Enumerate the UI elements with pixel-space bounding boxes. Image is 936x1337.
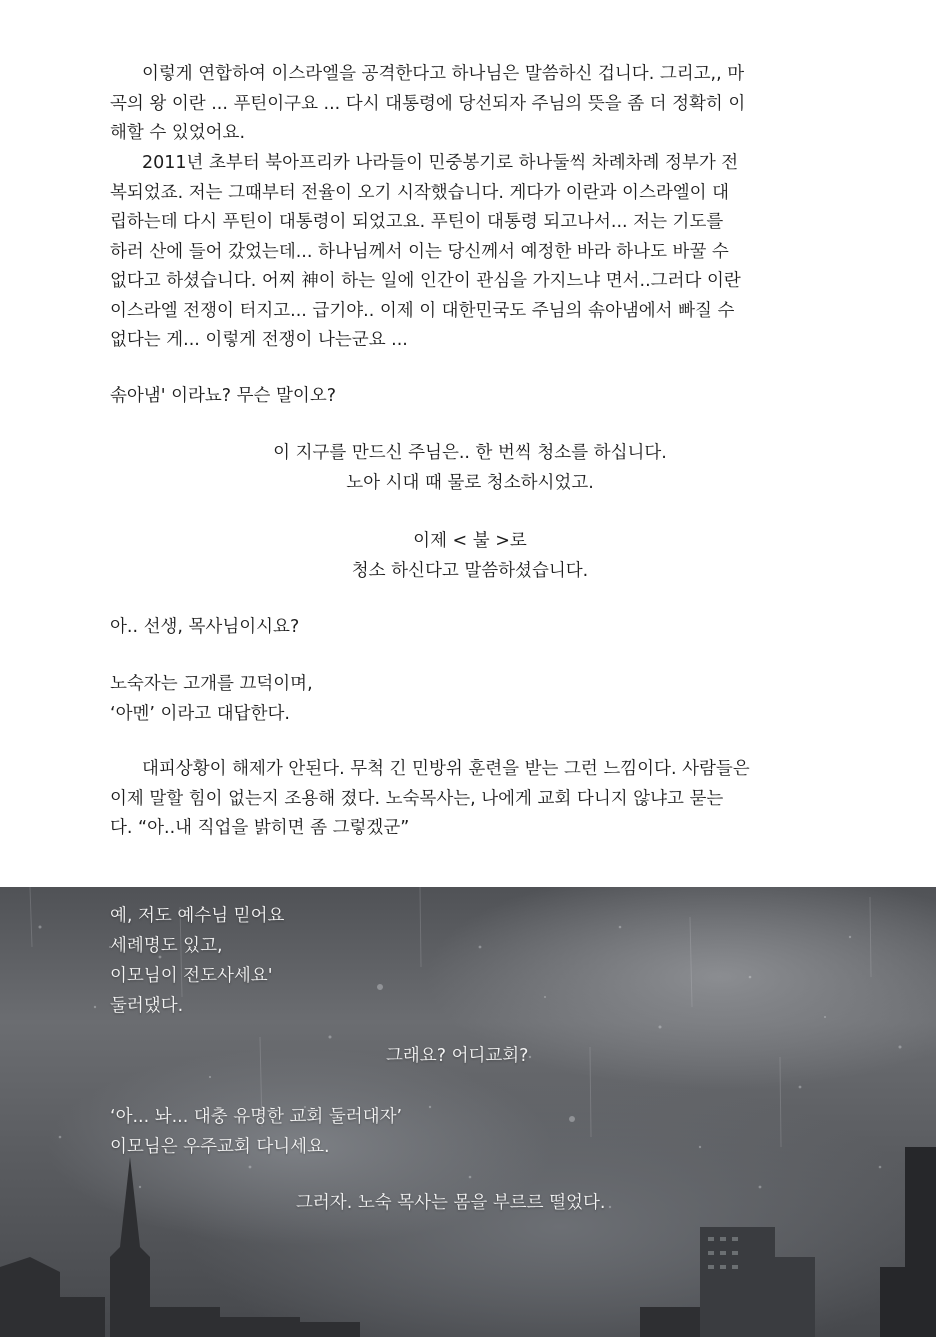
text-line: 이스라엘 전쟁이 터지고... 급기야.. 이제 이 대한민국도 주님의 솎아냄에서 빠질 수 (110, 300, 735, 321)
text-line: 그러자. 노숙 목사는 몸을 부르르 떨었다. (296, 1193, 606, 1213)
text-line: ‘아... 놔... 대충 유명한 교회 둘러대자’ (110, 1107, 403, 1127)
text-line: 대피상황이 해제가 안된다. 무척 긴 민방위 훈련을 받는 그런 느낌이다. 사람들은 (142, 759, 750, 779)
text-line: ‘아멘’ 이라고 대답한다. (110, 703, 290, 724)
text-line: 없다는 게... 이렇게 전쟁이 나는군요 ... (110, 330, 408, 350)
paragraph-2 (110, 149, 830, 356)
paragraph-3 (110, 670, 830, 729)
question-2 (110, 613, 830, 643)
rainy-sky-photo (0, 887, 936, 1337)
text-line: 이렇게 연합하여 이스라엘을 공격한다고 하나님은 말씀하신 겁니다. 그리고,, 마 (142, 64, 745, 84)
photo-paragraph-5 (110, 901, 284, 1021)
city-skyline (0, 1147, 936, 1337)
text-line: 그래요? 어디교회? (386, 1046, 529, 1066)
paragraph-4 (110, 755, 830, 844)
centered-quote-1 (110, 439, 830, 498)
text-line: 아.. 선생, 목사님이시요? (110, 617, 300, 637)
text-line: 이제 < 불 >로 (413, 531, 527, 551)
text-line: 솎아냄' 이라뇨? 무슨 말이오? (110, 386, 337, 406)
text-line: 복되었죠. 저는 그때부터 전율이 오기 시작했습니다. 게다가 이란과 이스라엘이 대 (110, 182, 730, 203)
paragraph-1 (110, 60, 830, 149)
text-line: 없다고 하셨습니다. 어찌 神이 하는 일에 인간이 관심을 가지느냐 면서..그러다 이란 (110, 271, 741, 291)
text-line: 다. “아..내 직업을 밝히면 좀 그렇겠군” (110, 818, 410, 838)
text-line: 이제 말할 힘이 없는지 조용해 졌다. 노숙목사는, 나에게 교회 다니지 않냐고 묻는 (110, 788, 724, 809)
photo-paragraph-7 (296, 1188, 605, 1218)
text-line: 2011년 초부터 북아프리카 나라들이 민중봉기로 하나둘씩 차례차례 정부가 전 (142, 153, 739, 173)
text-line: 이모님이 전도사세요' (110, 966, 273, 986)
text-line: 해할 수 있었어요. (110, 123, 246, 143)
text-line: 립하는데 다시 푸틴이 대통령이 되었고요. 푸틴이 대통령 되고나서... 저는 기도를 (110, 212, 724, 232)
text-line: 이모님은 우주교회 다니세요. (110, 1137, 330, 1157)
text-line: 이 지구를 만드신 주님은.. 한 번씩 청소를 하십니다. (273, 443, 667, 463)
photo-question-3 (386, 1041, 528, 1071)
text-line: 노숙자는 고개를 끄덕이며, (110, 674, 313, 694)
text-line: 세례명도 있고, (110, 936, 223, 956)
text-line: 둘러댔다. (110, 996, 184, 1016)
text-line: 노아 시대 때 물로 청소하시었고. (346, 472, 594, 493)
text-line: 곡의 왕 이란 ... 푸틴이구요 ... 다시 대통령에 당선되자 주님의 뜻을 좀 더 정확히 이 (110, 93, 746, 114)
centered-quote-2 (110, 527, 830, 586)
text-line: 하러 산에 들어 갔었는데... 하나님께서 이는 당신께서 예정한 바라 하나도 바꿀 수 (110, 241, 729, 262)
question-1 (110, 382, 830, 412)
text-line: 예, 저도 예수님 믿어요 (110, 906, 285, 926)
text-line: 청소 하신다고 말씀하셨습니다. (351, 560, 589, 581)
photo-paragraph-6 (110, 1102, 402, 1162)
